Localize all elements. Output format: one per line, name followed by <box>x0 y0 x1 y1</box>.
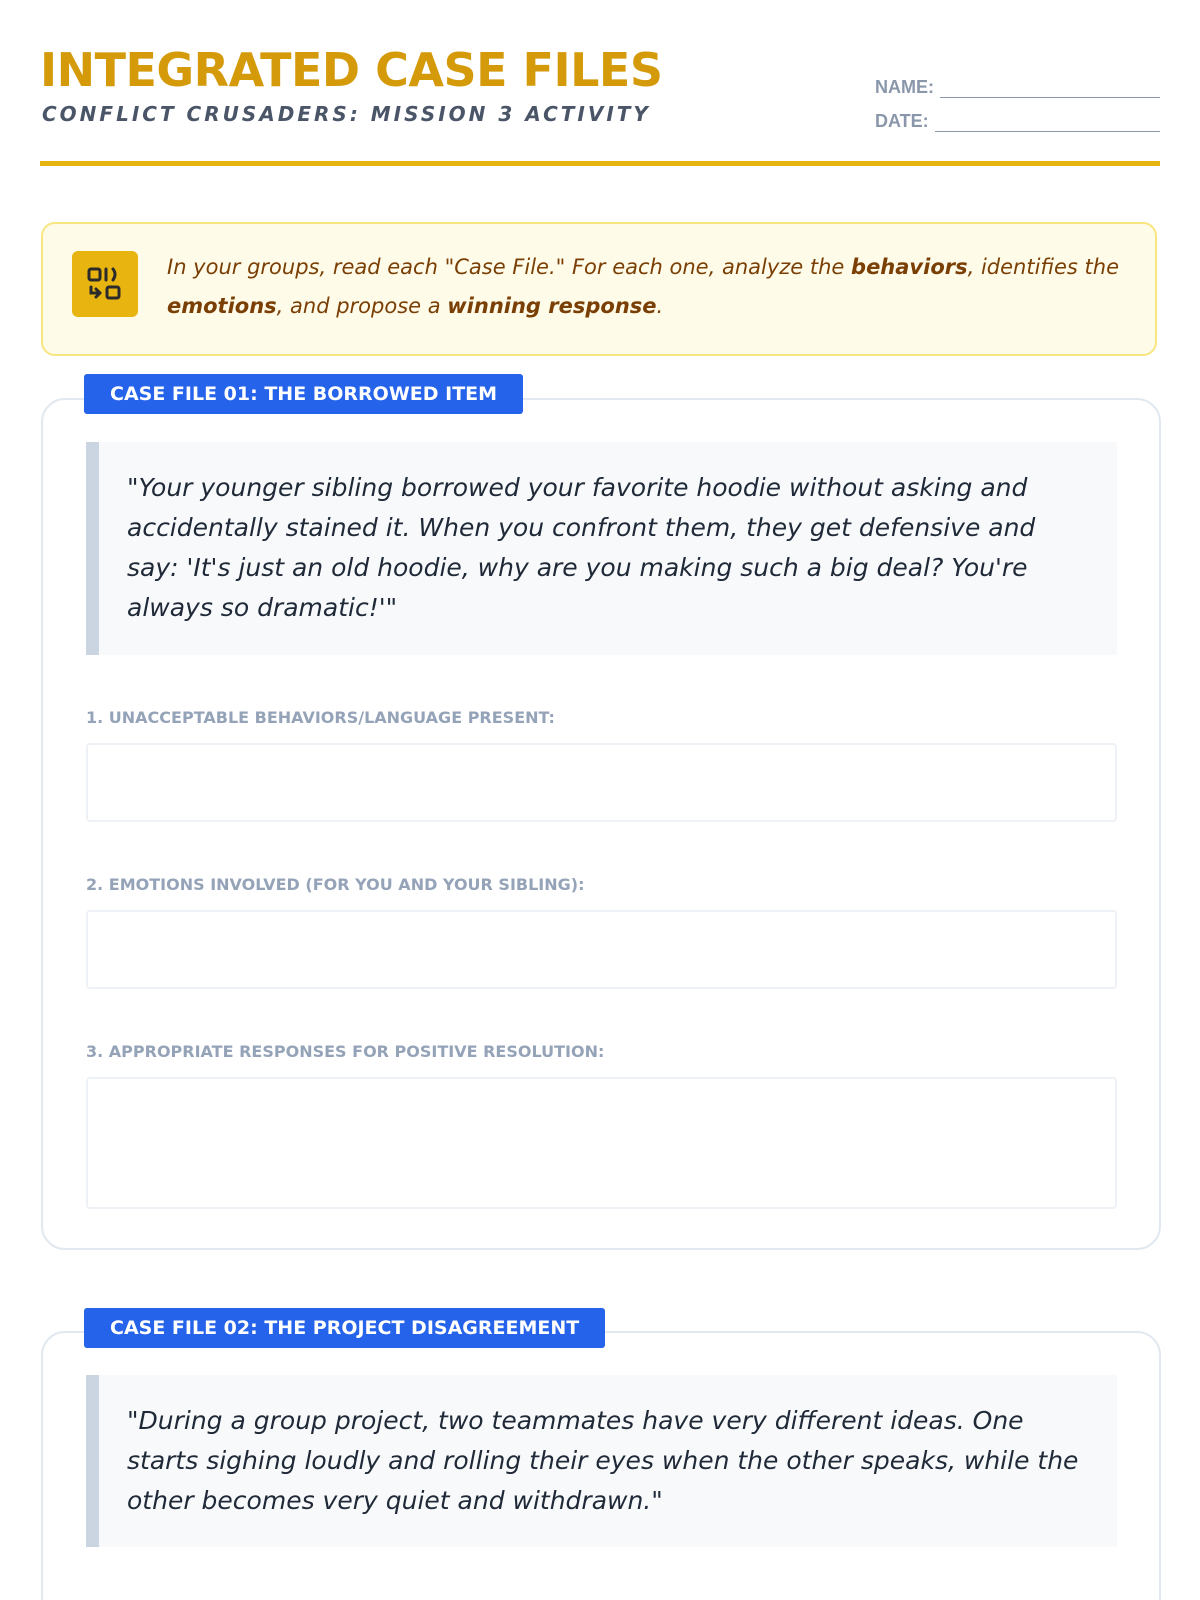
instruction-keyword-behaviors: behaviors <box>851 255 968 279</box>
case-file-tag-01: CASE FILE 01: THE BORROWED ITEM <box>84 374 523 414</box>
case-file-tag-02: CASE FILE 02: THE PROJECT DISAGREEMENT <box>84 1308 605 1348</box>
qr-code-icon <box>72 251 138 317</box>
page-subtitle: CONFLICT CRUSADERS: MISSION 3 ACTIVITY <box>42 102 651 126</box>
date-field[interactable] <box>935 113 1160 132</box>
page-title: INTEGRATED CASE FILES <box>40 43 663 97</box>
question-label-behaviors: 1. UNACCEPTABLE BEHAVIORS/LANGUAGE PRESENT: <box>86 708 555 727</box>
case-scenario: "During a group project, two teammates have very different ideas. One starts sighing loudly and rolling their eyes when the other speaks, while the other becomes very quiet and withdrawn." <box>86 1375 1117 1547</box>
instruction-part: In your groups, read each "Case File." For each one, analyze the <box>167 255 852 279</box>
name-field[interactable] <box>940 79 1160 98</box>
instruction-text <box>167 248 1127 326</box>
date-row <box>875 108 1160 132</box>
answer-box-emotions[interactable] <box>86 910 1117 989</box>
case-file-card-01 <box>41 398 1161 1250</box>
instruction-keyword-emotions: emotions <box>167 294 277 318</box>
name-label: NAME: <box>875 77 934 97</box>
name-row <box>875 74 1160 98</box>
header-divider <box>40 161 1160 166</box>
case-file-card-02 <box>41 1331 1161 1600</box>
instruction-keyword-winning-response: winning response <box>447 294 657 318</box>
question-label-responses: 3. APPROPRIATE RESPONSES FOR POSITIVE RESOLUTION: <box>86 1042 605 1061</box>
instruction-box <box>41 222 1157 356</box>
case-scenario: "Your younger sibling borrowed your favorite hoodie without asking and accidentally stained it. When you confront them, they get defensive and say: 'It's just an old hoodie, why are you making such a big deal? You're always so dramatic!'" <box>86 442 1117 655</box>
answer-box-behaviors[interactable] <box>86 743 1117 822</box>
answer-box-responses[interactable] <box>86 1077 1117 1209</box>
instruction-part: , identifies the <box>967 255 1119 279</box>
date-label: DATE: <box>875 111 929 131</box>
student-info <box>875 74 1160 142</box>
instruction-part: . <box>656 294 664 318</box>
instruction-part: , and propose a <box>276 294 448 318</box>
question-label-emotions: 2. EMOTIONS INVOLVED (FOR YOU AND YOUR SIBLING): <box>86 875 585 894</box>
